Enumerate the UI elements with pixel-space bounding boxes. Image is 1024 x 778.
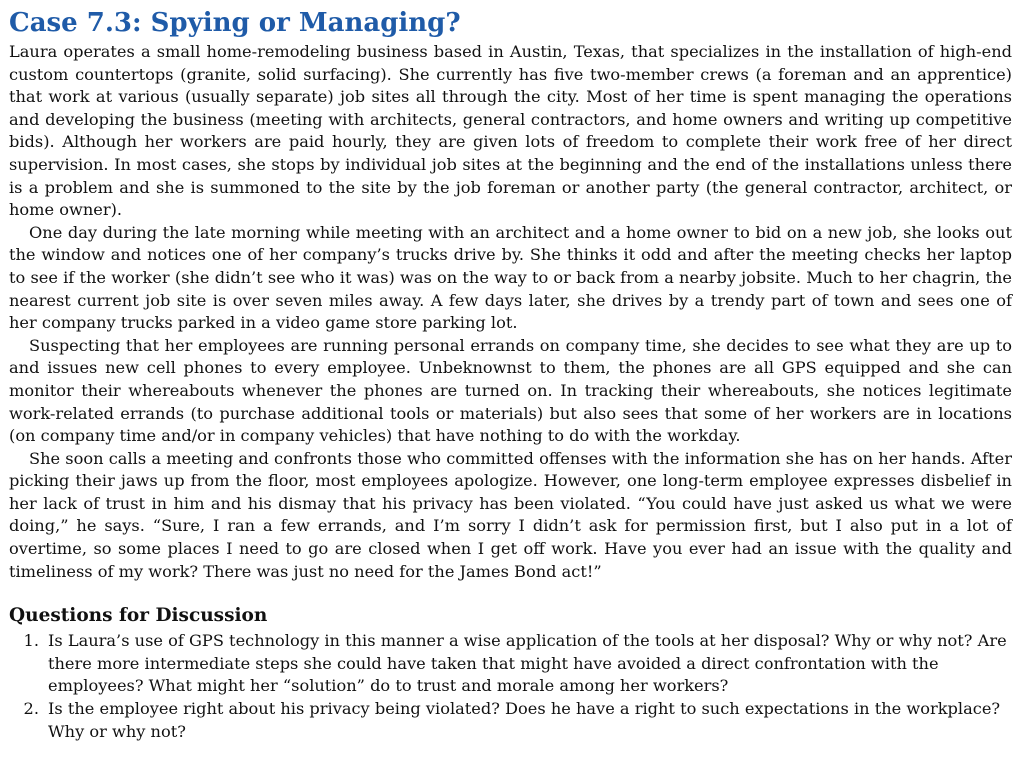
questions-list <box>9 630 1012 743</box>
question-number: 2. <box>23 699 39 719</box>
case-paragraph: Suspecting that her employees are running personal errands on company time, she decides to see what they are up to and issues new cell phones to every employee. Unbeknownst to them, the phones are all GPS equipped and she can monitor their whereabouts whenever the phones are turned on. In tracking their whereabouts, she notices legitimate work-related errands (to purchase additional tools or materials) but also sees that some of her workers are in locations (on company time and/or in company vehicles) that have nothing to do with the workday. <box>9 335 1012 446</box>
question-text: Is the employee right about his privacy being violated? Does he have a right to such expectations in the workplace? Why or why not? <box>48 699 1001 741</box>
questions-heading: Questions for Discussion <box>9 605 268 627</box>
question-item <box>9 698 1012 743</box>
case-paragraph: She soon calls a meeting and confronts those who committed offenses with the information she has on her hands. After picking their jaws up from the floor, most employees apologize. However, one long-term employee expresses disbelief in her lack of trust in him and his dismay that his privacy has been violated. “You could have just asked us what we were doing,” he says. “Sure, I ran a few errands, and I’m sorry I didn’t ask for permission first, but I also put in a lot of overtime, so some places I need to go are closed when I get off work. Have you ever had an issue with the quality and timeliness of my work? There was just no need for the James Bond act!” <box>9 448 1012 581</box>
case-title: Case 7.3: Spying or Managing? <box>9 8 461 38</box>
case-paragraph: Laura operates a small home-remodeling business based in Austin, Texas, that specializes in the installation of high-end custom countertops (granite, solid surfacing). She currently has five two-member crews (a foreman and an apprentice) that work at various (usually separate) job sites all through the city. Most of her time is spent managing the operations and developing the business (meeting with architects, general contractors, and home owners and writing up competitive bids). Although her workers are paid hourly, they are given lots of freedom to complete their work free of her direct supervision. In most cases, she stops by individual job sites at the beginning and the end of the installations unless there is a problem and she is summoned to the site by the job foreman or another party (the general contractor, architect, or home owner). <box>9 42 1012 220</box>
question-number: 1. <box>23 631 39 651</box>
question-text: Is Laura’s use of GPS technology in this manner a wise application of the tools at her disposal? Why or why not? Are there more intermediate steps she could have taken that might have avoided a direct confrontation with the employees? What might her “solution” do to trust and morale among her workers? <box>48 631 1007 696</box>
case-paragraph: One day during the late morning while meeting with an architect and a home owner to bid on a new job, she looks out the window and notices one of her company’s trucks drive by. She thinks it odd and after the meeting checks her laptop to see if the worker (she didn’t see who it was) was on the way to or back from a nearby jobsite. Much to her chagrin, the nearest current job site is over seven miles away. A few days later, she drives by a trendy part of town and sees one of her company trucks parked in a video game store parking lot. <box>9 222 1012 333</box>
question-item <box>9 630 1012 698</box>
